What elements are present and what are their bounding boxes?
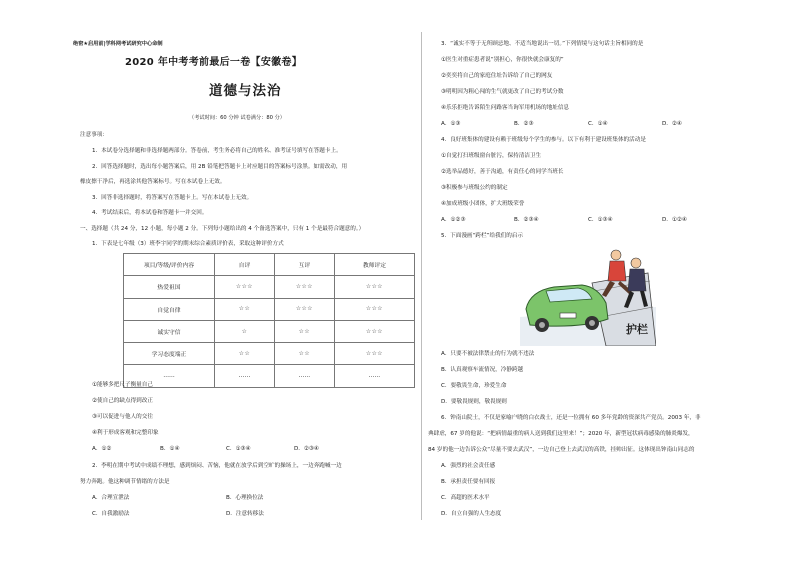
answer-choice: C．①③④	[588, 217, 613, 223]
subject-title: 道德与法治	[209, 83, 282, 99]
table-cell: ……	[334, 365, 414, 387]
answer-choice: A．合理宣泄法	[92, 495, 130, 501]
answer-choice: D．①②④	[662, 217, 687, 223]
table-header-cell: 互评	[274, 254, 334, 276]
option-item: ②使自己的缺点得到改正	[92, 398, 153, 404]
table-cell: ☆	[215, 320, 275, 342]
table-cell: ☆☆	[215, 298, 275, 320]
table-header-cell: 教师评定	[334, 254, 414, 276]
table-cell: ☆☆☆	[334, 276, 414, 298]
question-stem: 典肆虐，67 岁的他说：“把病情最重的病人送到我们这里来！”；2020 年，新型冠状病毒感染的肺炎爆发，	[428, 431, 694, 437]
option-item: ④乐乐拒绝告诉陌生问路客当询军用机场的地址信息	[441, 105, 570, 111]
table-cell: ☆☆☆	[274, 276, 334, 298]
table-cell: 学习态度端正	[124, 343, 215, 365]
answer-choice: D．②③④	[294, 446, 319, 452]
exam-title: 2020 年中考考前最后一卷【安徽卷】	[125, 57, 303, 68]
note-item: 2．回答选择题时，选出每小题答案后，用 2B 铅笔把答题卡上对应题目的答案标号涂黑。如需改动，用	[92, 164, 348, 170]
table-cell: ☆☆	[274, 343, 334, 365]
table-cell: ☆☆☆	[334, 343, 414, 365]
answer-choice: B．承担责任要有回报	[441, 479, 496, 485]
note-item: 3．回答非选择题时，将答案写在答题卡上。写在本试卷上无效。	[92, 195, 253, 201]
table-cell: ……	[215, 365, 275, 387]
question-stem: 努力奔跑。他这种调节情绪的方法是	[80, 479, 170, 485]
option-item: ③明明因为粗心闯的生气就更改了自己的考试分数	[441, 89, 564, 95]
table-cell: ☆☆☆	[274, 298, 334, 320]
table-row	[124, 276, 415, 298]
table-cell: ☆☆	[215, 343, 275, 365]
table-row	[124, 298, 415, 320]
table-cell: ☆☆☆	[334, 298, 414, 320]
answer-choice: D．注意转移法	[226, 511, 264, 517]
answer-choice: A．只要不被法律禁止的行为就不违法	[441, 351, 535, 357]
note-item: 1．本试卷分选择题和非选择题两部分。答卷前，考生务必将自己的姓名、准考证号填写在答题卡上。	[92, 148, 342, 154]
table-row	[124, 365, 415, 387]
table-row	[124, 320, 415, 342]
answer-choice: B．认真观察车流情况，冷静跨越	[441, 367, 524, 373]
answer-choice: C．要敬畏生命，珍爱生命	[441, 383, 507, 389]
question-stem: 4．良好班集体的建设有赖于班级每个学生的参与。以下有利于建设班集体的活动是	[441, 137, 646, 143]
notes-heading: 注意事项：	[80, 132, 108, 138]
answer-choice: B．②③④	[514, 217, 539, 223]
hurdle-cartoon-illustration	[520, 247, 656, 346]
evaluation-table	[123, 253, 415, 388]
table-row	[124, 343, 415, 365]
answer-choice: A．①②③	[441, 217, 466, 223]
answer-choice: A．①③	[441, 121, 461, 127]
option-item: ①自觉打扫班级窗台脏污，保持清洁卫生	[441, 153, 542, 159]
option-item: ②选举品德好，善于沟通，有责任心的同学当班长	[441, 169, 564, 175]
question-stem: 84 岁的他一边告诉公众“尽量不要去武汉”，一边自己登上去武汉的高铁，挂帅出征。这体现出钟南山同志的	[428, 447, 695, 453]
table-cell: ……	[274, 365, 334, 387]
answer-choice: A．强烈的社会责任感	[441, 463, 496, 469]
table-cell: ……	[124, 365, 215, 387]
option-item: ③可以促进与他人的交往	[92, 414, 153, 420]
question-stem: 3．“诚实不等于无所顾忌地、不适当地说出一切。”下列情境与这句话主旨相同的是	[441, 41, 644, 47]
answer-choice: B．心理换位法	[226, 495, 264, 501]
answer-choice: C．①③④	[226, 446, 251, 452]
table-header-cell: 自评	[215, 254, 275, 276]
table-cell: 自觉自律	[124, 298, 215, 320]
question-stem: 2．李明在期中考试中成绩不理想，感到烦闷、苦恼，他就在放学后到空旷的操场上，一边奔跑喊一边	[92, 463, 342, 469]
option-item: ④加成班级小团体，扩大班级荣誉	[441, 201, 525, 207]
answer-choice: A．①②	[92, 446, 112, 452]
answer-choice: C．①④	[588, 121, 608, 127]
answer-choice: D．自立自强的人生态度	[441, 511, 502, 517]
answer-choice: B．①④	[160, 446, 180, 452]
confidential-label: 绝密★启用前|学科网考试研究中心命制	[73, 41, 163, 47]
section-heading: 一、选择题（共 24 分，12 小题，每小题 2 分。下列每小题给出的 4 个备选答案中，只有 1 个是最符合题意的。）	[80, 226, 365, 232]
answer-choice: C．自我激励法	[92, 511, 130, 517]
question-stem: 6．钟南山院士，不仅是家喻户晓的白衣战士，还是一位拥有 60 多年党龄的资深共产党员。2003 年，非	[441, 415, 701, 421]
table-cell: ☆☆	[274, 320, 334, 342]
question-stem: 1．下表是七年级（3）班李宇同学的期末综合素质评价表，采取这种评价方式	[92, 241, 284, 247]
time-info: （考试时间：60 分钟 试卷满分：80 分）	[189, 115, 285, 121]
answer-choice: D．②④	[662, 121, 682, 127]
railing-sign-text: 护栏	[626, 323, 648, 336]
option-item: ①医生对重症患者说“别担心，你很快就会康复的”	[441, 57, 564, 63]
answer-choice: D．要敬畏规则，敬畏规则	[441, 399, 507, 405]
option-item: ④利于形成客观和完整印象	[92, 430, 159, 436]
option-item: ①能够多把尺子衡量自己	[92, 382, 153, 388]
table-cell: 诚实守信	[124, 320, 215, 342]
column-divider	[421, 32, 422, 520]
answer-choice: C．高超的医术水平	[441, 495, 490, 501]
option-item: ③积极参与班级公约的制定	[441, 185, 508, 191]
note-item: 橡皮擦干净后，再选涂其他答案标号。写在本试卷上无效。	[80, 179, 226, 185]
table-cell: ☆☆☆	[334, 320, 414, 342]
question-stem: 5．下面漫画“跨栏”给我们的启示	[441, 233, 524, 239]
table-cell: 热爱祖国	[124, 276, 215, 298]
table-header-row	[124, 254, 415, 276]
note-item: 4．考试结束后，将本试卷和答题卡一并交回。	[92, 210, 208, 216]
option-item: ②奕奕将自己的家庭住址告诉给了自己的网友	[441, 73, 553, 79]
table-cell: ☆☆☆	[215, 276, 275, 298]
answer-choice: B．②③	[514, 121, 534, 127]
table-header-cell: 项目/等级/评价内容	[124, 254, 215, 276]
